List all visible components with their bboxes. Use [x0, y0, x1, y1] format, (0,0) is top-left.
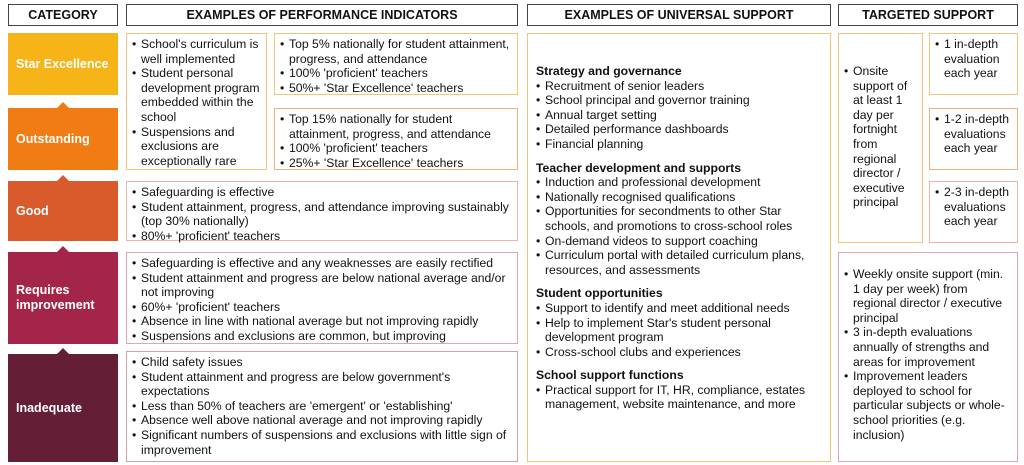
- list-item: • 3 in-depth evaluations annually of strengths and areas for improvement: [844, 325, 1012, 369]
- list-item: • Induction and professional development: [536, 175, 825, 190]
- targeted-outstanding-item: • 1-2 in-depth evaluations each year: [935, 112, 1012, 156]
- list-item: • Cross-school clubs and experiences: [536, 345, 825, 360]
- arrow-up-icon: [57, 348, 69, 354]
- arrow-up-icon: [57, 175, 69, 181]
- list-item: • 80%+ 'proficient' teachers: [132, 229, 512, 244]
- indicators-requires-improvement: [126, 252, 518, 344]
- list-item: • Student attainment, progress, and attendance improving sustainably (top 30% nationally): [132, 200, 512, 229]
- targeted-good-item: • 2-3 in-depth evaluations each year: [935, 185, 1012, 229]
- section-title-school: School support functions: [536, 368, 684, 383]
- universal-support-panel: [527, 33, 831, 462]
- header-category: CATEGORY: [8, 4, 118, 26]
- list-item: • Suspensions and exclusions are exceptionally rare: [132, 125, 261, 169]
- list-item: • Nationally recognised qualifications: [536, 190, 825, 205]
- list-item: • Top 5% nationally for student attainment, progress, and attendance: [280, 37, 512, 66]
- list-item: • Significant numbers of suspensions and exclusions with little sign of improvement: [132, 428, 512, 457]
- header-universal: EXAMPLES OF UNIVERSAL SUPPORT: [527, 4, 831, 26]
- targeted-list: [844, 267, 1012, 442]
- list-item: • Safeguarding is effective: [132, 185, 512, 200]
- targeted-onsite-support: [838, 33, 923, 243]
- indicator-list: [280, 112, 512, 170]
- category-requires-improvement: Requires improvement: [8, 252, 118, 344]
- indicators-shared-top: [126, 33, 267, 170]
- list-item: • Improvement leaders deployed to school for particular subjects or whole-school priorities (e.g. inclusion): [844, 369, 1012, 442]
- list-item: • 50%+ 'Star Excellence' teachers: [280, 81, 512, 96]
- universal-list: [536, 79, 825, 152]
- category-outstanding: Outstanding: [8, 108, 118, 170]
- indicator-list: [280, 37, 512, 95]
- targeted-star-item: • 1 in-depth evaluation each year: [935, 37, 1012, 81]
- list-item: • Recruitment of senior leaders: [536, 79, 825, 94]
- list-item: • 100% 'proficient' teachers: [280, 141, 512, 156]
- universal-list: [536, 175, 825, 277]
- list-item: • School's curriculum is well implemented: [132, 37, 261, 66]
- list-item: • Opportunities for secondments to other Star schools, and promotions to cross-school roles: [536, 204, 825, 233]
- list-item: • Child safety issues: [132, 355, 512, 370]
- targeted-star: [929, 33, 1018, 95]
- targeted-good: [929, 181, 1018, 243]
- list-item: • Weekly onsite support (min. 1 day per week) from regional director / executive principal: [844, 267, 1012, 325]
- indicator-list: [132, 37, 261, 168]
- targeted-outstanding: [929, 108, 1018, 170]
- list-item: • Help to implement Star's student personal development program: [536, 316, 825, 345]
- list-item: • Curriculum portal with detailed curriculum plans, resources, and assessments: [536, 248, 825, 277]
- list-item: • Suspensions and exclusions are common, but improving: [132, 329, 512, 344]
- list-item: • 100% 'proficient' teachers: [280, 66, 512, 81]
- indicator-list: [132, 355, 512, 457]
- list-item: • Student personal development program embedded within the school: [132, 66, 261, 124]
- category-good: Good: [8, 181, 118, 241]
- section-title-student: Student opportunities: [536, 286, 663, 301]
- category-star-excellence: Star Excellence: [8, 33, 118, 95]
- list-item: • Absence well above national average and not improving rapidly: [132, 413, 512, 428]
- indicators-good: [126, 181, 518, 241]
- targeted-onsite-item: • Onsite support of at least 1 day per fortnight from regional director / executive principal: [844, 64, 917, 210]
- list-item: • 60%+ 'proficient' teachers: [132, 300, 512, 315]
- section-title-strategy: Strategy and governance: [536, 64, 682, 78]
- indicators-inadequate: [126, 351, 518, 462]
- header-performance: EXAMPLES OF PERFORMANCE INDICATORS: [126, 4, 518, 26]
- list-item: • Safeguarding is effective and any weaknesses are easily rectified: [132, 256, 512, 271]
- section-title-teacher: Teacher development and supports: [536, 160, 741, 175]
- arrow-up-icon: [57, 102, 69, 108]
- list-item: • On-demand videos to support coaching: [536, 234, 825, 249]
- indicator-list: [132, 185, 512, 243]
- targeted-lower: [838, 252, 1018, 462]
- indicators-outstanding: [274, 108, 518, 170]
- list-item: • Practical support for IT, HR, compliance, estates management, website maintenance, and more: [536, 383, 825, 412]
- header-targeted: TARGETED SUPPORT: [838, 4, 1018, 26]
- list-item: • Student attainment and progress are below national average and/or not improving: [132, 271, 512, 300]
- indicators-star: [274, 33, 518, 95]
- category-inadequate: Inadequate: [8, 354, 118, 462]
- list-item: • Annual target setting: [536, 108, 825, 123]
- list-item: • Top 15% nationally for student attainment, progress, and attendance: [280, 112, 512, 141]
- universal-list: [536, 383, 825, 412]
- universal-list: [536, 301, 825, 359]
- list-item: • 25%+ 'Star Excellence' teachers: [280, 156, 512, 171]
- list-item: • Detailed performance dashboards: [536, 122, 825, 137]
- list-item: • Less than 50% of teachers are 'emergent' or 'establishing': [132, 399, 512, 414]
- list-item: • Support to identify and meet additional needs: [536, 301, 825, 316]
- list-item: • School principal and governor training: [536, 93, 825, 108]
- list-item: • Student attainment and progress are below government's expectations: [132, 370, 512, 399]
- arrow-up-icon: [57, 246, 69, 252]
- indicator-list: [132, 256, 512, 344]
- list-item: • Financial planning: [536, 137, 825, 152]
- list-item: • Absence in line with national average but not improving rapidly: [132, 314, 512, 329]
